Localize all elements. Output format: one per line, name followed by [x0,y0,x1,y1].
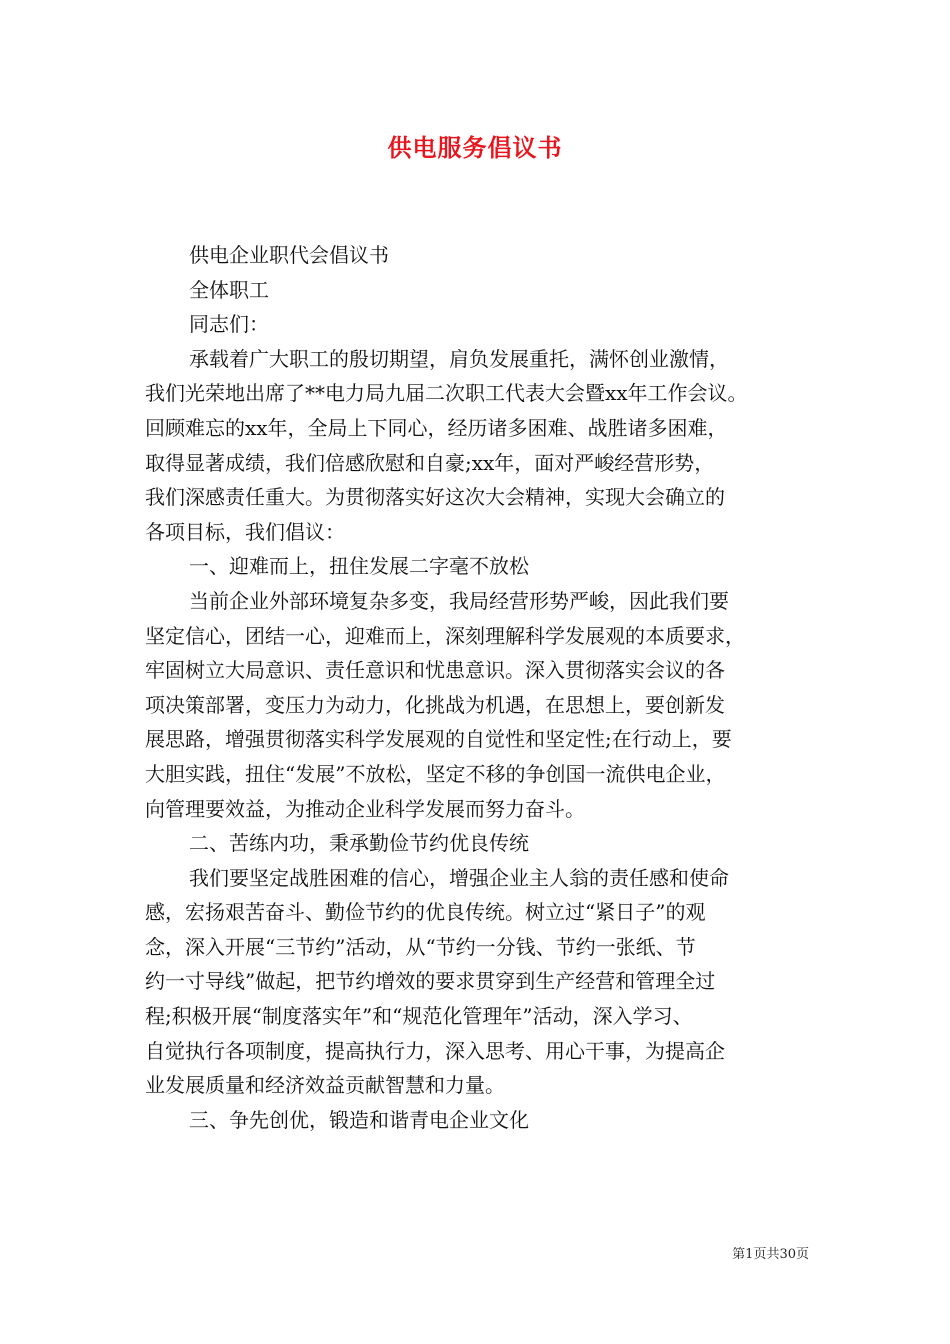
paragraph-line: 展思路，增强贯彻落实科学发展观的自觉性和坚定性;在行动上，要 [145,727,732,752]
paragraph-line: 自觉执行各项制度，提高执行力，深入思考、用心干事，为提高企 [145,1038,725,1063]
paragraph-line: 项决策部署，变压力为动力，化挑战为机遇，在思想上，要创新发 [145,692,725,717]
paragraph-line: 约一寸导线”做起，把节约增效的要求贯穿到生产经营和管理全过 [145,969,716,994]
paragraph-line: 承载着广大职工的殷切期望，肩负发展重托，满怀创业激情， [189,346,729,371]
paragraph-line: 三、争先创优，锻造和谐青电企业文化 [189,1107,529,1132]
paragraph-line: 业发展质量和经济效益贡献智慧和力量。 [145,1073,505,1098]
paragraph-line: 我们深感责任重大。为贯彻落实好这次大会精神，实现大会确立的 [145,485,725,510]
paragraph-line: 供电企业职代会倡议书 [189,243,389,267]
paragraph-line: 牢固树立大局意识、责任意识和忧患意识。深入贯彻落实会议的各 [145,658,725,683]
paragraph-line: 大胆实践，扭住“发展”不放松，坚定不移的争创国一流供电企业， [145,761,726,786]
document-body [145,238,825,1137]
paragraph-line: 当前企业外部环境复杂多变，我局经营形势严峻，因此我们要 [189,588,729,613]
paragraph-line: 全体职工 [189,277,269,302]
paragraph-line: 取得显著成绩，我们倍感欣慰和自豪;xx年，面对严峻经营形势， [145,450,715,475]
paragraph-line: 坚定信心，团结一心，迎难而上，深刻理解科学发展观的本质要求， [145,623,745,648]
paragraph-line: 各项目标，我们倡议： [145,519,345,544]
page-footer: 第1页共30页 [732,1247,809,1262]
paragraph-line: 感，宏扬艰苦奋斗、勤俭节约的优良传统。树立过“紧日子”的观 [145,900,706,925]
paragraph-line: 一、迎难而上，扭住发展二字毫不放松 [189,554,529,579]
paragraph-line: 念，深入开展“三节约”活动，从“节约一分钱、节约一张纸、节 [145,934,696,959]
paragraph-line: 向管理要效益，为推动企业科学发展而努力奋斗。 [145,796,585,821]
paragraph-line: 同志们： [189,312,269,337]
paragraph-line: 回顾难忘的xx年，全局上下同心，经历诸多困难、战胜诸多困难， [145,415,728,440]
paragraph-line: 我们光荣地出席了**电力局九届二次职工代表大会暨xx年工作会议。 [145,381,748,406]
document-title: 供电服务倡议书 [387,133,563,162]
paragraph-line: 二、苦练内功，秉承勤俭节约优良传统 [189,831,529,856]
paragraph-line: 程;积极开展“制度落实年”和“规范化管理年”活动，深入学习、 [145,1004,693,1029]
paragraph-line: 我们要坚定战胜困难的信心，增强企业主人翁的责任感和使命 [189,865,729,890]
